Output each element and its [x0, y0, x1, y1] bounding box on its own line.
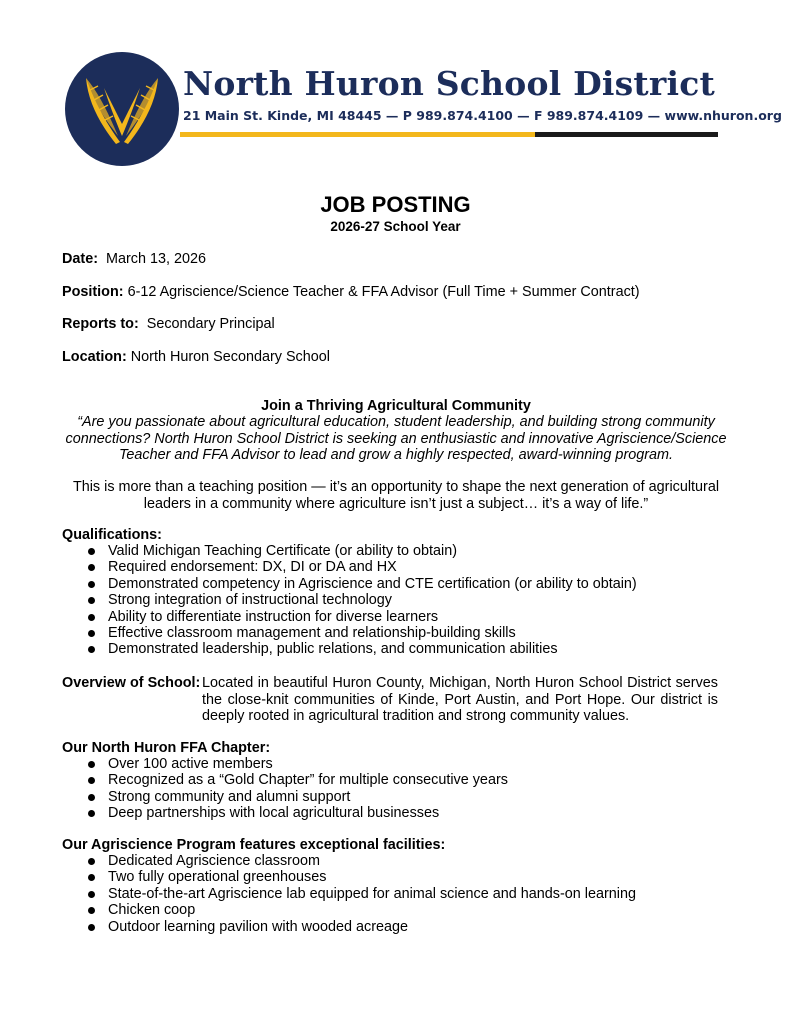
list-item: Effective classroom management and relationship-building skills — [62, 625, 637, 641]
position-label: Position: — [62, 284, 124, 300]
list-item: Outdoor learning pavilion with wooded acreage — [62, 919, 636, 935]
location-field — [62, 349, 330, 365]
page-title: JOB POSTING — [320, 192, 471, 217]
facilities-heading: Our Agriscience Program features exceptional facilities: — [62, 837, 446, 853]
district-logo — [64, 50, 180, 168]
overview-text: Located in beautiful Huron County, Michigan, North Huron School District serves the close-knit communities of Kinde, Port Austin, and Port Hope. Our district is deeply rooted in agricultural tradition and strong community values. — [202, 675, 718, 724]
overview-label: Overview of School: — [62, 675, 201, 691]
page-subtitle: 2026-27 School Year — [330, 219, 461, 234]
list-item: State-of-the-art Agriscience lab equipped for animal science and hands-on learning — [62, 886, 636, 902]
qualifications-heading: Qualifications: — [62, 527, 162, 543]
intro-heading: Join a Thriving Agricultural Community — [261, 398, 531, 414]
date-field — [62, 251, 206, 267]
list-item: Recognized as a “Gold Chapter” for multiple consecutive years — [62, 772, 508, 788]
list-item: Demonstrated competency in Agriscience and CTE certification (or ability to obtain) — [62, 576, 637, 592]
list-item: Deep partnerships with local agricultural businesses — [62, 805, 508, 821]
list-item: Required endorsement: DX, DI or DA and HX — [62, 559, 637, 575]
list-item: Valid Michigan Teaching Certificate (or ability to obtain) — [62, 543, 637, 559]
list-item: Over 100 active members — [62, 756, 508, 772]
list-item: Dedicated Agriscience classroom — [62, 853, 636, 869]
date-label: Date: — [62, 251, 98, 267]
location-value: North Huron Secondary School — [130, 349, 330, 365]
reports-field — [62, 316, 275, 332]
list-item: Chicken coop — [62, 902, 636, 918]
date-value: March 13, 2026 — [105, 251, 206, 267]
ffa-list — [62, 756, 508, 822]
reports-value: Secondary Principal — [146, 316, 275, 332]
list-item: Demonstrated leadership, public relations, and communication abilities — [62, 641, 637, 657]
header-rule-black — [535, 132, 718, 137]
intro-quote: “Are you passionate about agricultural education, student leadership, and building strong community connections? North Huron School District is seeking an enthusiastic and innovative Agriscience/Science Teacher and FFA Advisor to lead and grow a highly respected, award-winning program. — [65, 414, 727, 463]
header-rule-gold — [180, 132, 540, 137]
ffa-heading: Our North Huron FFA Chapter: — [62, 740, 271, 756]
location-label: Location: — [62, 349, 127, 365]
list-item: Two fully operational greenhouses — [62, 869, 636, 885]
qualifications-list — [62, 543, 637, 658]
district-name: North Huron School District — [183, 64, 715, 103]
position-value: 6-12 Agriscience/Science Teacher & FFA Advisor (Full Time + Summer Contract) — [127, 284, 640, 300]
list-item: Strong integration of instructional technology — [62, 592, 637, 608]
intro-paragraph: This is more than a teaching position — it’s an opportunity to shape the next generation of agricultural leaders in a community where agriculture isn’t just a subject… it’s a way of life.” — [72, 479, 720, 512]
district-address: 21 Main St. Kinde, MI 48445 — P 989.874.4100 — F 989.874.4109 — www.nhuron.org — [183, 108, 782, 123]
list-item: Strong community and alumni support — [62, 789, 508, 805]
list-item: Ability to differentiate instruction for diverse learners — [62, 609, 637, 625]
position-field — [62, 284, 640, 300]
feathers-logo-icon — [64, 50, 180, 168]
facilities-list — [62, 853, 636, 935]
reports-label: Reports to: — [62, 316, 139, 332]
